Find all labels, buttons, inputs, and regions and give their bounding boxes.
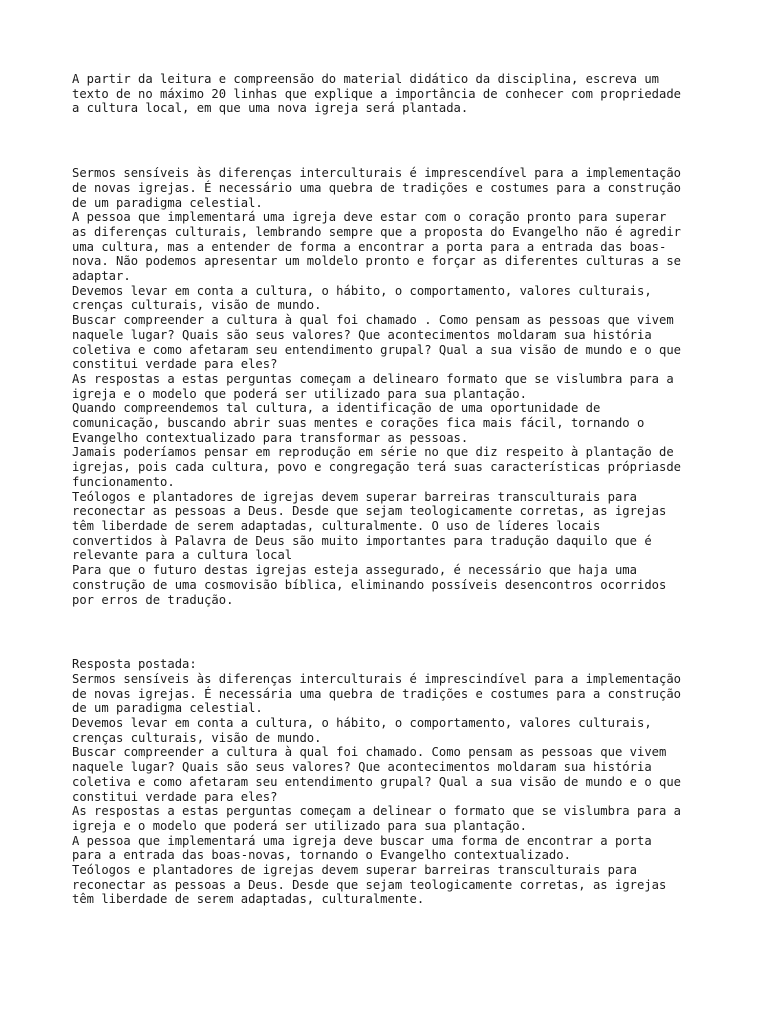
draft-paragraph: Sermos sensíveis às diferenças interculturais é imprescendível para a implementação de novas igrejas. É necessário uma quebra de tradições e costumes para a construção de um paradigma celestial. (72, 166, 682, 210)
draft-paragraph: Para que o futuro destas igrejas esteja assegurado, é necessário que haja uma construção de uma cosmovisão bíblica, eliminando possíveis desencontros ocorridos por erros de tradução. (72, 563, 667, 607)
posted-paragraph: Buscar compreender a cultura à qual foi chamado. Como pensam as pessoas que vivem naquele lugar? Quais são seus valores? Que acontecimentos moldaram sua história coletiva e como afetaram seu entendimento grupal? Qual a sua visão de mundo e o que constitui verdade para eles? (72, 745, 682, 804)
draft-paragraph: Jamais poderíamos pensar em reprodução em série no que diz respeito à plantação de igrejas, pois cada cultura, povo e congregação terá suas características própriasde funcionamento. (72, 445, 682, 489)
posted-paragraph: A pessoa que implementará uma igreja deve buscar uma forma de encontrar a porta para a entrada das boas-novas, tornando o Evangelho contextualizado. (72, 833, 652, 863)
draft-paragraph: Buscar compreender a cultura à qual foi chamado . Como pensam as pessoas que vivem naquele lugar? Quais são seus valores? Que acontecimentos moldaram sua história coletiva e como afetaram seu entendimento grupal? Qual a sua visão de mundo e o que constitui verdade para eles? (72, 313, 682, 372)
question-text: A partir da leitura e compreensão do material didático da disciplina, escreva um texto de no máximo 20 linhas que explique a importância de conhecer com propriedade a cultura local, em que uma nova igreja será plantada. (72, 72, 682, 116)
draft-paragraph: As respostas a estas perguntas começam a delinearo formato que se vislumbra para a igreja e o modelo que poderá ser utilizado para sua plantação. (72, 371, 674, 401)
posted-paragraph: Teólogos e plantadores de igrejas devem superar barreiras transculturais para reconectar as pessoas a Deus. Desde que sejam teologicamente corretas, as igrejas têm liberdade de serem adaptadas, culturalmente. (72, 863, 667, 907)
posted-paragraph: Sermos sensíveis às diferenças interculturais é imprescindível para a implementação de novas igrejas. É necessária uma quebra de tradições e costumes para a construção de um paradigma celestial. (72, 671, 682, 716)
draft-answer-block (72, 166, 712, 607)
posted-answer-block (72, 657, 712, 907)
draft-paragraph: Devemos levar em conta a cultura, o hábito, o comportamento, valores culturais, crenças culturais, visão de mundo. (72, 283, 652, 313)
draft-paragraph: A pessoa que implementará uma igreja deve estar com o coração pronto para superar as diferenças culturais, lembrando sempre que a proposta do Evangelho não é agredir uma cultura, mas a entender de forma a encontrar a porta para a entrada das boas- nova. Não podemos apresentar um moldelo pronto e forçar as diferentes culturas a se adaptar. (72, 210, 682, 284)
draft-paragraph: Teólogos e plantadores de igrejas devem superar barreiras transculturais para reconectar as pessoas a Deus. Desde que sejam teologicamente corretas, as igrejas têm liberdade de serem adaptadas, culturalmente. O uso de líderes locais convertidos à Palavra de Deus são muito importantes para tradução daquilo que é relevante para a cultura local (72, 489, 667, 563)
draft-paragraph: Quando compreendemos tal cultura, a identificação de uma oportunidade de comunicação, buscando abrir suas mentes e corações fica mais fácil, tornando o Evangelho contextualizado para transformar as pessoas. (72, 401, 645, 445)
document-page (72, 72, 712, 907)
posted-paragraph: As respostas a estas perguntas começam a delinear o formato que se vislumbra para a igreja e o modelo que poderá ser utilizado para sua plantação. (72, 804, 682, 833)
posted-answer-label: Resposta postada: (72, 657, 197, 672)
question-block (72, 72, 712, 116)
posted-paragraph: Devemos levar em conta a cultura, o hábito, o comportamento, valores culturais, crenças culturais, visão de mundo. (72, 716, 652, 745)
